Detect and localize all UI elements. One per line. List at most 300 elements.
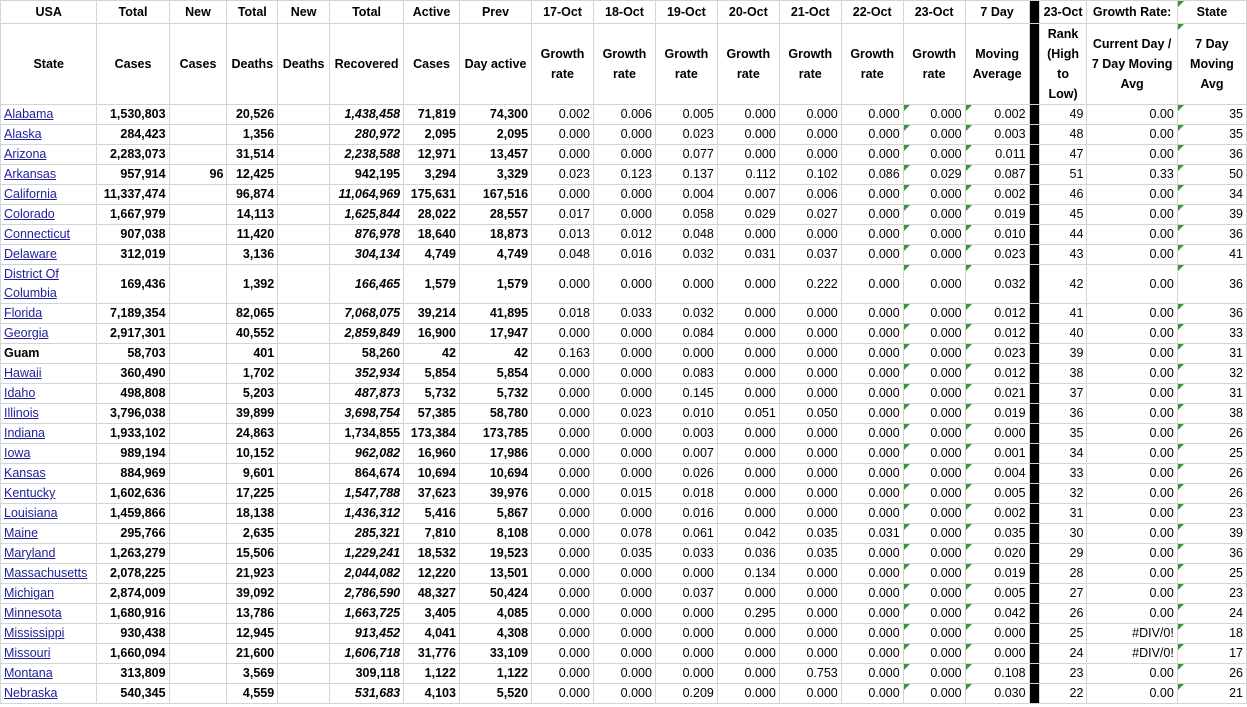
- cell-g23[interactable]: 0.029: [903, 165, 965, 185]
- cell-g19[interactable]: 0.018: [655, 484, 717, 504]
- cell-state-ma[interactable]: 32: [1177, 364, 1246, 384]
- cell-g18[interactable]: 0.000: [593, 145, 655, 165]
- cell-deaths[interactable]: 24,863: [227, 424, 278, 444]
- cell-g23[interactable]: 0.000: [903, 524, 965, 544]
- state-name-cell[interactable]: Maryland: [1, 544, 97, 564]
- cell-rank[interactable]: 25: [1039, 624, 1087, 644]
- cell-g21[interactable]: 0.000: [779, 344, 841, 364]
- cell-g20[interactable]: 0.295: [717, 604, 779, 624]
- cell-cases[interactable]: 1,660,094: [97, 644, 169, 664]
- cell-g22[interactable]: 0.000: [841, 404, 903, 424]
- cell-state-ma[interactable]: 39: [1177, 524, 1246, 544]
- cell-new-deaths[interactable]: [278, 125, 330, 145]
- cell-g17[interactable]: 0.018: [532, 304, 594, 324]
- header-cell[interactable]: Growth rate: [903, 24, 965, 105]
- header-cell[interactable]: Recovered: [329, 24, 403, 105]
- cell-g20[interactable]: 0.051: [717, 404, 779, 424]
- cell-recovered[interactable]: 280,972: [329, 125, 403, 145]
- cell-prev[interactable]: 5,867: [459, 504, 531, 524]
- cell-recovered[interactable]: 487,873: [329, 384, 403, 404]
- cell-ratio[interactable]: 0.00: [1087, 205, 1177, 225]
- cell-g20[interactable]: 0.000: [717, 684, 779, 704]
- cell-state-ma[interactable]: 35: [1177, 105, 1246, 125]
- cell-cases[interactable]: 360,490: [97, 364, 169, 384]
- cell-rank[interactable]: 34: [1039, 444, 1087, 464]
- cell-g21[interactable]: 0.000: [779, 444, 841, 464]
- cell-recovered[interactable]: 1,734,855: [329, 424, 403, 444]
- cell-recovered[interactable]: 352,934: [329, 364, 403, 384]
- cell-g23[interactable]: 0.000: [903, 125, 965, 145]
- header-cell[interactable]: Growth rate: [532, 24, 594, 105]
- cell-active[interactable]: 12,220: [404, 564, 460, 584]
- cell-g22[interactable]: 0.000: [841, 664, 903, 684]
- cell-recovered[interactable]: 309,118: [329, 664, 403, 684]
- cell-new-deaths[interactable]: [278, 304, 330, 324]
- cell-ratio[interactable]: 0.00: [1087, 145, 1177, 165]
- cell-recovered[interactable]: 876,978: [329, 225, 403, 245]
- cell-state-ma[interactable]: 50: [1177, 165, 1246, 185]
- cell-g23[interactable]: 0.000: [903, 644, 965, 664]
- cell-ma7[interactable]: 0.011: [965, 145, 1029, 165]
- header-cell[interactable]: Rank (High to Low): [1039, 24, 1087, 105]
- cell-g19[interactable]: 0.083: [655, 364, 717, 384]
- cell-g19[interactable]: 0.000: [655, 604, 717, 624]
- header-cell[interactable]: Moving Average: [965, 24, 1029, 105]
- cell-g17[interactable]: 0.000: [532, 324, 594, 344]
- cell-rank[interactable]: 31: [1039, 504, 1087, 524]
- cell-g23[interactable]: 0.000: [903, 624, 965, 644]
- cell-g18[interactable]: 0.000: [593, 185, 655, 205]
- cell-g22[interactable]: 0.000: [841, 265, 903, 304]
- cell-active[interactable]: 18,640: [404, 225, 460, 245]
- cell-state-ma[interactable]: 38: [1177, 404, 1246, 424]
- cell-g22[interactable]: 0.000: [841, 205, 903, 225]
- cell-g17[interactable]: 0.000: [532, 185, 594, 205]
- cell-new-cases[interactable]: [169, 564, 227, 584]
- cell-g20[interactable]: 0.000: [717, 344, 779, 364]
- state-name-cell[interactable]: Maine: [1, 524, 97, 544]
- cell-deaths[interactable]: 15,506: [227, 544, 278, 564]
- cell-ma7[interactable]: 0.042: [965, 604, 1029, 624]
- cell-prev[interactable]: 19,523: [459, 544, 531, 564]
- state-name-cell[interactable]: Michigan: [1, 584, 97, 604]
- cell-g19[interactable]: 0.209: [655, 684, 717, 704]
- cell-ratio[interactable]: #DIV/0!: [1087, 624, 1177, 644]
- cell-new-cases[interactable]: [169, 125, 227, 145]
- cell-state-ma[interactable]: 17: [1177, 644, 1246, 664]
- cell-g20[interactable]: 0.007: [717, 185, 779, 205]
- cell-ratio[interactable]: 0.00: [1087, 364, 1177, 384]
- cell-active[interactable]: 42: [404, 344, 460, 364]
- cell-deaths[interactable]: 3,136: [227, 245, 278, 265]
- cell-g18[interactable]: 0.000: [593, 464, 655, 484]
- cell-g17[interactable]: 0.048: [532, 245, 594, 265]
- cell-cases[interactable]: 169,436: [97, 265, 169, 304]
- cell-g21[interactable]: 0.037: [779, 245, 841, 265]
- cell-g19[interactable]: 0.000: [655, 624, 717, 644]
- cell-g19[interactable]: 0.023: [655, 125, 717, 145]
- cell-g20[interactable]: 0.000: [717, 444, 779, 464]
- cell-active[interactable]: 3,294: [404, 165, 460, 185]
- cell-g17[interactable]: 0.000: [532, 145, 594, 165]
- cell-g18[interactable]: 0.016: [593, 245, 655, 265]
- cell-rank[interactable]: 38: [1039, 364, 1087, 384]
- cell-ma7[interactable]: 0.012: [965, 324, 1029, 344]
- cell-deaths[interactable]: 13,786: [227, 604, 278, 624]
- state-name-cell[interactable]: Indiana: [1, 424, 97, 444]
- cell-state-ma[interactable]: 18: [1177, 624, 1246, 644]
- cell-g23[interactable]: 0.000: [903, 364, 965, 384]
- cell-new-deaths[interactable]: [278, 664, 330, 684]
- cell-recovered[interactable]: 1,625,844: [329, 205, 403, 225]
- cell-prev[interactable]: 4,749: [459, 245, 531, 265]
- state-name-cell[interactable]: Nebraska: [1, 684, 97, 704]
- cell-g18[interactable]: 0.078: [593, 524, 655, 544]
- cell-ma7[interactable]: 0.000: [965, 624, 1029, 644]
- cell-state-ma[interactable]: 21: [1177, 684, 1246, 704]
- cell-g22[interactable]: 0.000: [841, 225, 903, 245]
- cell-rank[interactable]: 36: [1039, 404, 1087, 424]
- cell-new-deaths[interactable]: [278, 225, 330, 245]
- cell-prev[interactable]: 17,947: [459, 324, 531, 344]
- header-cell[interactable]: Total: [97, 1, 169, 24]
- cell-state-ma[interactable]: 34: [1177, 185, 1246, 205]
- cell-deaths[interactable]: 1,702: [227, 364, 278, 384]
- cell-new-deaths[interactable]: [278, 464, 330, 484]
- cell-state-ma[interactable]: 25: [1177, 564, 1246, 584]
- cell-new-cases[interactable]: [169, 424, 227, 444]
- cell-g17[interactable]: 0.163: [532, 344, 594, 364]
- cell-recovered[interactable]: 913,452: [329, 624, 403, 644]
- cell-g22[interactable]: 0.000: [841, 684, 903, 704]
- cell-g23[interactable]: 0.000: [903, 324, 965, 344]
- cell-g22[interactable]: 0.031: [841, 524, 903, 544]
- cell-recovered[interactable]: 58,260: [329, 344, 403, 364]
- cell-g19[interactable]: 0.005: [655, 105, 717, 125]
- cell-g18[interactable]: 0.000: [593, 265, 655, 304]
- cell-g19[interactable]: 0.037: [655, 584, 717, 604]
- cell-new-deaths[interactable]: [278, 604, 330, 624]
- cell-g22[interactable]: 0.000: [841, 604, 903, 624]
- state-name-cell[interactable]: Louisiana: [1, 504, 97, 524]
- cell-g19[interactable]: 0.010: [655, 404, 717, 424]
- cell-g21[interactable]: 0.000: [779, 624, 841, 644]
- cell-new-deaths[interactable]: [278, 564, 330, 584]
- cell-g18[interactable]: 0.015: [593, 484, 655, 504]
- cell-g17[interactable]: 0.000: [532, 624, 594, 644]
- cell-ratio[interactable]: 0.00: [1087, 484, 1177, 504]
- state-name-cell[interactable]: Kansas: [1, 464, 97, 484]
- cell-g21[interactable]: 0.000: [779, 364, 841, 384]
- header-cell[interactable]: Current Day / 7 Day Moving Avg: [1087, 24, 1177, 105]
- cell-prev[interactable]: 5,520: [459, 684, 531, 704]
- cell-rank[interactable]: 28: [1039, 564, 1087, 584]
- cell-g23[interactable]: 0.000: [903, 185, 965, 205]
- cell-state-ma[interactable]: 39: [1177, 205, 1246, 225]
- cell-cases[interactable]: 2,917,301: [97, 324, 169, 344]
- cell-g20[interactable]: 0.042: [717, 524, 779, 544]
- cell-cases[interactable]: 2,078,225: [97, 564, 169, 584]
- cell-g17[interactable]: 0.000: [532, 604, 594, 624]
- cell-ratio[interactable]: #DIV/0!: [1087, 644, 1177, 664]
- header-cell[interactable]: Cases: [169, 24, 227, 105]
- cell-rank[interactable]: 46: [1039, 185, 1087, 205]
- cell-recovered[interactable]: 166,465: [329, 265, 403, 304]
- cell-cases[interactable]: 295,766: [97, 524, 169, 544]
- cell-g23[interactable]: 0.000: [903, 484, 965, 504]
- cell-new-cases[interactable]: [169, 225, 227, 245]
- cell-ma7[interactable]: 0.087: [965, 165, 1029, 185]
- header-cell[interactable]: 7 Day: [965, 1, 1029, 24]
- cell-g23[interactable]: 0.000: [903, 464, 965, 484]
- cell-prev[interactable]: 1,122: [459, 664, 531, 684]
- cell-ratio[interactable]: 0.00: [1087, 564, 1177, 584]
- cell-g22[interactable]: 0.000: [841, 105, 903, 125]
- cell-active[interactable]: 175,631: [404, 185, 460, 205]
- cell-rank[interactable]: 47: [1039, 145, 1087, 165]
- cell-active[interactable]: 39,214: [404, 304, 460, 324]
- cell-new-deaths[interactable]: [278, 384, 330, 404]
- cell-deaths[interactable]: 40,552: [227, 324, 278, 344]
- header-cell[interactable]: Total: [227, 1, 278, 24]
- cell-cases[interactable]: 1,530,803: [97, 105, 169, 125]
- cell-ma7[interactable]: 0.004: [965, 464, 1029, 484]
- cell-deaths[interactable]: 4,559: [227, 684, 278, 704]
- cell-g20[interactable]: 0.029: [717, 205, 779, 225]
- state-name-cell[interactable]: Georgia: [1, 324, 97, 344]
- cell-g18[interactable]: 0.000: [593, 125, 655, 145]
- cell-g20[interactable]: 0.000: [717, 424, 779, 444]
- cell-g21[interactable]: 0.000: [779, 684, 841, 704]
- cell-g20[interactable]: 0.000: [717, 664, 779, 684]
- cell-g22[interactable]: 0.000: [841, 364, 903, 384]
- cell-ma7[interactable]: 0.012: [965, 364, 1029, 384]
- state-name-cell[interactable]: Arkansas: [1, 165, 97, 185]
- cell-g21[interactable]: 0.000: [779, 384, 841, 404]
- cell-ratio[interactable]: 0.00: [1087, 504, 1177, 524]
- cell-new-cases[interactable]: [169, 344, 227, 364]
- cell-deaths[interactable]: 10,152: [227, 444, 278, 464]
- cell-rank[interactable]: 39: [1039, 344, 1087, 364]
- cell-rank[interactable]: 37: [1039, 384, 1087, 404]
- cell-ratio[interactable]: 0.00: [1087, 344, 1177, 364]
- cell-g19[interactable]: 0.000: [655, 564, 717, 584]
- state-name-cell[interactable]: Montana: [1, 664, 97, 684]
- cell-ratio[interactable]: 0.00: [1087, 604, 1177, 624]
- state-name-cell[interactable]: Mississippi: [1, 624, 97, 644]
- cell-new-deaths[interactable]: [278, 504, 330, 524]
- cell-g18[interactable]: 0.023: [593, 404, 655, 424]
- cell-g17[interactable]: 0.000: [532, 404, 594, 424]
- cell-new-cases[interactable]: [169, 584, 227, 604]
- cell-g18[interactable]: 0.123: [593, 165, 655, 185]
- cell-g19[interactable]: 0.003: [655, 424, 717, 444]
- cell-prev[interactable]: 18,873: [459, 225, 531, 245]
- cell-g17[interactable]: 0.000: [532, 384, 594, 404]
- cell-state-ma[interactable]: 23: [1177, 504, 1246, 524]
- header-cell[interactable]: 7 Day Moving Avg: [1177, 24, 1246, 105]
- cell-g23[interactable]: 0.000: [903, 684, 965, 704]
- cell-g17[interactable]: 0.000: [532, 484, 594, 504]
- cell-g22[interactable]: 0.000: [841, 464, 903, 484]
- cell-new-cases[interactable]: [169, 145, 227, 165]
- cell-g17[interactable]: 0.000: [532, 364, 594, 384]
- cell-g18[interactable]: 0.000: [593, 424, 655, 444]
- cell-g18[interactable]: 0.000: [593, 664, 655, 684]
- cell-g21[interactable]: 0.006: [779, 185, 841, 205]
- cell-ratio[interactable]: 0.00: [1087, 265, 1177, 304]
- cell-deaths[interactable]: 96,874: [227, 185, 278, 205]
- cell-g20[interactable]: 0.000: [717, 644, 779, 664]
- cell-ma7[interactable]: 0.002: [965, 504, 1029, 524]
- cell-g20[interactable]: 0.112: [717, 165, 779, 185]
- cell-rank[interactable]: 24: [1039, 644, 1087, 664]
- cell-g23[interactable]: 0.000: [903, 145, 965, 165]
- cell-ratio[interactable]: 0.00: [1087, 544, 1177, 564]
- cell-g21[interactable]: 0.000: [779, 125, 841, 145]
- cell-g23[interactable]: 0.000: [903, 444, 965, 464]
- cell-ratio[interactable]: 0.00: [1087, 464, 1177, 484]
- cell-new-cases[interactable]: [169, 544, 227, 564]
- cell-new-deaths[interactable]: [278, 364, 330, 384]
- cell-recovered[interactable]: 1,547,788: [329, 484, 403, 504]
- cell-recovered[interactable]: 2,044,082: [329, 564, 403, 584]
- cell-g21[interactable]: 0.000: [779, 584, 841, 604]
- cell-g21[interactable]: 0.000: [779, 304, 841, 324]
- cell-state-ma[interactable]: 36: [1177, 304, 1246, 324]
- cell-state-ma[interactable]: 33: [1177, 324, 1246, 344]
- cell-prev[interactable]: 173,785: [459, 424, 531, 444]
- cell-g23[interactable]: 0.000: [903, 504, 965, 524]
- cell-new-deaths[interactable]: [278, 404, 330, 424]
- state-name-cell[interactable]: Delaware: [1, 245, 97, 265]
- cell-g17[interactable]: 0.000: [532, 584, 594, 604]
- cell-new-cases[interactable]: [169, 324, 227, 344]
- cell-g21[interactable]: 0.000: [779, 464, 841, 484]
- cell-recovered[interactable]: 3,698,754: [329, 404, 403, 424]
- cell-g23[interactable]: 0.000: [903, 265, 965, 304]
- cell-g19[interactable]: 0.032: [655, 245, 717, 265]
- cell-rank[interactable]: 22: [1039, 684, 1087, 704]
- cell-ratio[interactable]: 0.00: [1087, 524, 1177, 544]
- cell-active[interactable]: 3,405: [404, 604, 460, 624]
- cell-g18[interactable]: 0.000: [593, 564, 655, 584]
- cell-new-cases[interactable]: [169, 464, 227, 484]
- cell-g22[interactable]: 0.000: [841, 185, 903, 205]
- cell-rank[interactable]: 35: [1039, 424, 1087, 444]
- cell-new-cases[interactable]: [169, 664, 227, 684]
- cell-active[interactable]: 57,385: [404, 404, 460, 424]
- cell-recovered[interactable]: 1,663,725: [329, 604, 403, 624]
- cell-g20[interactable]: 0.000: [717, 484, 779, 504]
- cell-recovered[interactable]: 531,683: [329, 684, 403, 704]
- cell-ratio[interactable]: 0.00: [1087, 664, 1177, 684]
- cell-prev[interactable]: 8,108: [459, 524, 531, 544]
- cell-deaths[interactable]: 1,356: [227, 125, 278, 145]
- cell-ratio[interactable]: 0.00: [1087, 245, 1177, 265]
- header-cell[interactable]: Growth rate: [593, 24, 655, 105]
- cell-g19[interactable]: 0.061: [655, 524, 717, 544]
- cell-g21[interactable]: 0.000: [779, 504, 841, 524]
- cell-g23[interactable]: 0.000: [903, 384, 965, 404]
- cell-g18[interactable]: 0.000: [593, 624, 655, 644]
- cell-ratio[interactable]: 0.33: [1087, 165, 1177, 185]
- cell-g19[interactable]: 0.004: [655, 185, 717, 205]
- cell-deaths[interactable]: 82,065: [227, 304, 278, 324]
- cell-active[interactable]: 48,327: [404, 584, 460, 604]
- cell-deaths[interactable]: 39,899: [227, 404, 278, 424]
- cell-rank[interactable]: 40: [1039, 324, 1087, 344]
- cell-cases[interactable]: 284,423: [97, 125, 169, 145]
- cell-state-ma[interactable]: 26: [1177, 664, 1246, 684]
- cell-g18[interactable]: 0.033: [593, 304, 655, 324]
- cell-cases[interactable]: 930,438: [97, 624, 169, 644]
- cell-rank[interactable]: 49: [1039, 105, 1087, 125]
- cell-prev[interactable]: 1,579: [459, 265, 531, 304]
- cell-g17[interactable]: 0.000: [532, 664, 594, 684]
- state-name-cell[interactable]: Colorado: [1, 205, 97, 225]
- cell-g21[interactable]: 0.000: [779, 564, 841, 584]
- cell-ma7[interactable]: 0.023: [965, 344, 1029, 364]
- cell-g23[interactable]: 0.000: [903, 205, 965, 225]
- cell-g23[interactable]: 0.000: [903, 604, 965, 624]
- header-cell[interactable]: Deaths: [227, 24, 278, 105]
- cell-g23[interactable]: 0.000: [903, 344, 965, 364]
- header-cell[interactable]: Growth rate: [655, 24, 717, 105]
- cell-g19[interactable]: 0.048: [655, 225, 717, 245]
- cell-cases[interactable]: 3,796,038: [97, 404, 169, 424]
- cell-state-ma[interactable]: 41: [1177, 245, 1246, 265]
- cell-g21[interactable]: 0.035: [779, 544, 841, 564]
- cell-new-cases[interactable]: [169, 205, 227, 225]
- cell-recovered[interactable]: 2,238,588: [329, 145, 403, 165]
- cell-g17[interactable]: 0.000: [532, 544, 594, 564]
- cell-g21[interactable]: 0.000: [779, 324, 841, 344]
- header-cell[interactable]: New: [169, 1, 227, 24]
- cell-state-ma[interactable]: 26: [1177, 464, 1246, 484]
- cell-g22[interactable]: 0.000: [841, 544, 903, 564]
- cell-deaths[interactable]: 18,138: [227, 504, 278, 524]
- state-name-cell[interactable]: Guam: [1, 344, 97, 364]
- cell-ma7[interactable]: 0.010: [965, 225, 1029, 245]
- cell-recovered[interactable]: 942,195: [329, 165, 403, 185]
- cell-ratio[interactable]: 0.00: [1087, 125, 1177, 145]
- cell-g20[interactable]: 0.000: [717, 105, 779, 125]
- cell-state-ma[interactable]: 31: [1177, 384, 1246, 404]
- state-name-cell[interactable]: Alabama: [1, 105, 97, 125]
- header-cell[interactable]: Cases: [404, 24, 460, 105]
- cell-g17[interactable]: 0.023: [532, 165, 594, 185]
- cell-g22[interactable]: 0.000: [841, 384, 903, 404]
- cell-g22[interactable]: 0.000: [841, 245, 903, 265]
- cell-deaths[interactable]: 12,945: [227, 624, 278, 644]
- cell-active[interactable]: 4,041: [404, 624, 460, 644]
- cell-active[interactable]: 173,384: [404, 424, 460, 444]
- cell-cases[interactable]: 2,874,009: [97, 584, 169, 604]
- cell-prev[interactable]: 41,895: [459, 304, 531, 324]
- state-name-cell[interactable]: Missouri: [1, 644, 97, 664]
- cell-g20[interactable]: 0.000: [717, 504, 779, 524]
- cell-ma7[interactable]: 0.021: [965, 384, 1029, 404]
- cell-g17[interactable]: 0.000: [532, 424, 594, 444]
- cell-new-cases[interactable]: [169, 364, 227, 384]
- cell-deaths[interactable]: 21,600: [227, 644, 278, 664]
- header-cell[interactable]: 23-Oct: [1039, 1, 1087, 24]
- cell-new-cases[interactable]: [169, 384, 227, 404]
- header-cell[interactable]: Day active: [459, 24, 531, 105]
- cell-cases[interactable]: 498,808: [97, 384, 169, 404]
- cell-ma7[interactable]: 0.035: [965, 524, 1029, 544]
